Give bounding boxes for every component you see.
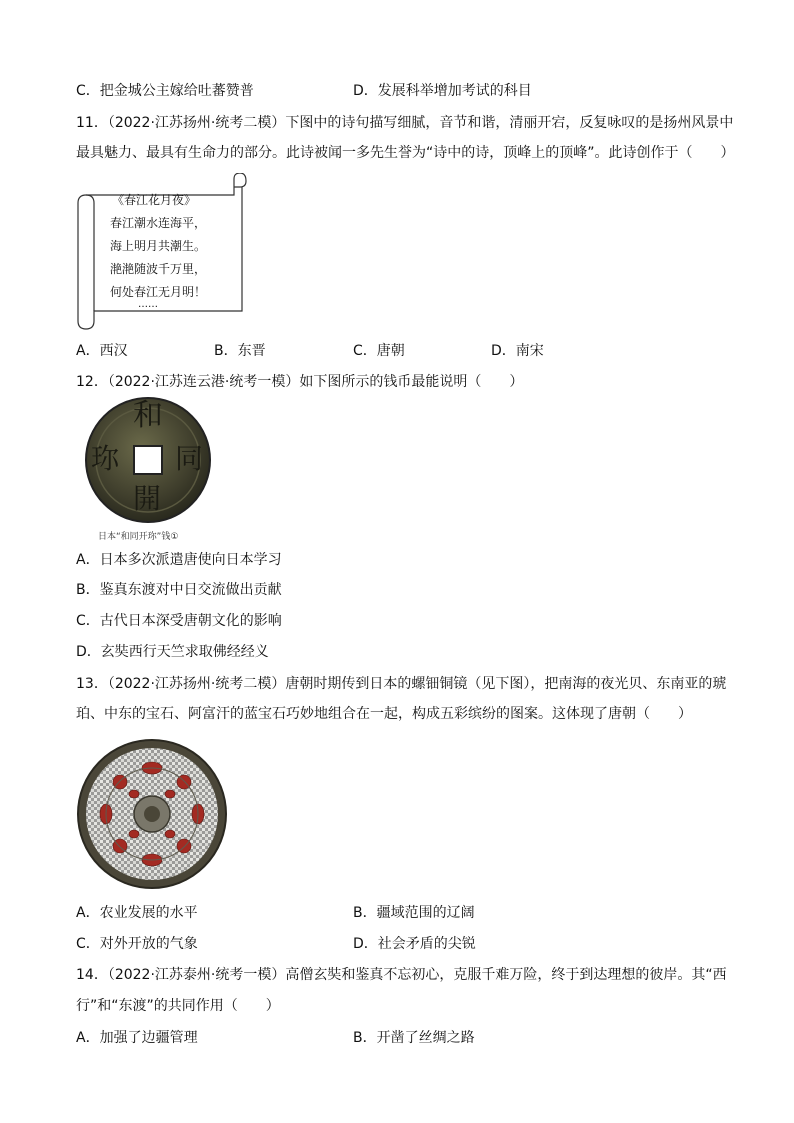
q13-option-c: C．对外开放的气象 — [76, 936, 198, 952]
q13-option-b: B．疆域范围的辽阔 — [353, 905, 475, 921]
q14-stem-line2: 行”和“东渡”的共同作用（ ） — [76, 998, 280, 1014]
q13-stem-line2: 珀、中东的宝石、阿富汗的蓝宝石巧妙地组合在一起，构成五彩缤纷的图案。这体现了唐朝（ ） — [76, 706, 692, 722]
q14-stem-line1: 14．（2022·江苏泰州·统考一模）高僧玄奘和鉴真不忘初心，克服千难万险，终于到达理想的彼岸。其“西 — [76, 967, 727, 983]
q11-option-a: A．西汉 — [76, 343, 128, 359]
q11-option-b: B．东晋 — [214, 343, 266, 359]
mirror-figure — [76, 738, 228, 890]
coin-char-right: 同 — [175, 442, 204, 475]
q10-option-d: D．发展科举增加考试的科目 — [353, 83, 532, 99]
coin-figure — [78, 396, 228, 544]
poem-line-4: 何处春江无月明！ — [110, 285, 207, 299]
poem-ellipsis: …… — [138, 299, 158, 310]
q12-stem: 12．（2022·江苏连云港·统考一模）如下图所示的钱币最能说明（ ） — [76, 374, 524, 390]
poem-line-1: 春江潮水连海平， — [110, 216, 207, 230]
coin-char-bottom: 開 — [133, 482, 162, 515]
poem-title: 《春江花月夜》 — [112, 193, 197, 207]
coin-caption: 日本“和同开珎”钱① — [98, 532, 179, 542]
poem-scroll-figure — [74, 173, 249, 333]
q11-option-d: D．南宋 — [491, 343, 544, 359]
q13-option-a: A．农业发展的水平 — [76, 905, 198, 921]
q12-option-a: A．日本多次派遣唐使向日本学习 — [76, 552, 282, 568]
poem-line-2: 海上明月共潮生。 — [110, 239, 207, 253]
coin-char-left: 珎 — [91, 442, 120, 475]
poem-line-3: 滟滟随波千万里， — [110, 262, 207, 276]
q11-option-c: C．唐朝 — [353, 343, 405, 359]
q14-option-a: A．加强了边疆管理 — [76, 1030, 198, 1046]
q13-stem-line1: 13．（2022·江苏扬州·统考二模）唐朝时期传到日本的螺钿铜镜（见下图），把南海的夜光贝、东南亚的琥 — [76, 676, 727, 692]
bronze-mirror-image — [76, 738, 228, 890]
q12-option-c: C．古代日本深受唐朝文化的影响 — [76, 613, 282, 629]
q10-option-c: C．把金城公主嫁给吐蕃赞普 — [76, 83, 254, 99]
q13-option-d: D．社会矛盾的尖锐 — [353, 936, 476, 952]
q11-stem-line2: 最具魅力、最具有生命力的部分。此诗被闻一多先生誉为“诗中的诗，顶峰上的顶峰”。此诗创作于（ ） — [76, 145, 735, 161]
q11-stem-line1: 11．（2022·江苏扬州·统考二模）下图中的诗句描写细腻，音节和谐，清丽开宕，反复咏叹的是扬州风景中 — [76, 115, 734, 131]
q14-option-b: B．开凿了丝绸之路 — [353, 1030, 475, 1046]
q12-option-b: B．鉴真东渡对中日交流做出贡献 — [76, 582, 282, 598]
coin-char-top: 和 — [133, 398, 163, 433]
q12-option-d: D．玄奘西行天竺求取佛经经义 — [76, 644, 269, 660]
